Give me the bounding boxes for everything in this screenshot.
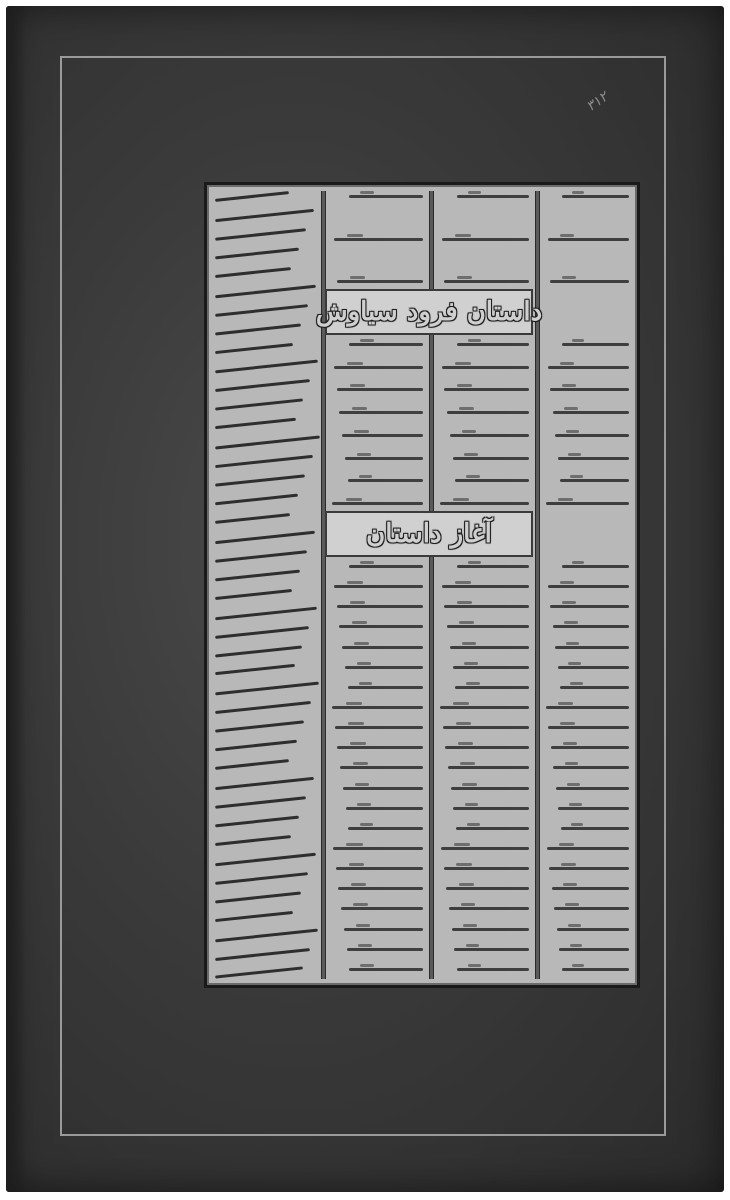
calligraphy-line <box>337 388 423 391</box>
top-column-2 <box>435 193 533 285</box>
calligraphy-line <box>552 887 629 890</box>
margin-calligraphy-line <box>215 759 289 770</box>
margin-calligraphy-line <box>215 682 319 696</box>
calligraphy-line <box>547 847 629 850</box>
margin-calligraphy-line <box>215 399 303 411</box>
calligraphy-line <box>346 807 423 810</box>
calligraphy-line <box>332 502 423 505</box>
margin-calligraphy-line <box>215 360 318 374</box>
margin-calligraphy-line <box>215 948 310 961</box>
calligraphy-line <box>559 948 629 951</box>
calligraphy-line <box>557 928 629 931</box>
calligraphy-line <box>337 280 423 283</box>
margin-calligraphy-line <box>215 701 311 714</box>
calligraphy-line <box>554 907 629 910</box>
calligraphy-line <box>548 366 629 369</box>
calligraphy-line <box>457 565 529 568</box>
calligraphy-line <box>549 867 629 870</box>
calligraphy-line <box>558 457 629 460</box>
margin-calligraphy-line <box>215 379 310 392</box>
margin-calligraphy-line <box>215 835 291 846</box>
margin-calligraphy-line <box>215 872 308 885</box>
calligraphy-line <box>560 479 629 482</box>
calligraphy-line <box>548 585 629 588</box>
margin-calligraphy-line <box>215 267 291 278</box>
calligraphy-line <box>454 948 529 951</box>
calligraphy-line <box>338 887 423 890</box>
margin-calligraphy-line <box>215 209 313 222</box>
calligraphy-line <box>560 686 629 689</box>
calligraphy-line <box>332 706 423 709</box>
calligraphy-line <box>457 968 529 971</box>
calligraphy-line <box>345 666 423 669</box>
margin-calligraphy-line <box>215 740 296 752</box>
calligraphy-line <box>345 457 423 460</box>
calligraphy-line <box>343 787 423 790</box>
calligraphy-line <box>336 867 423 870</box>
calligraphy-line <box>334 585 423 588</box>
text-panel-inner <box>207 185 637 985</box>
margin-calligraphy-line <box>215 531 314 544</box>
calligraphy-line <box>348 479 423 482</box>
calligraphy-line <box>342 434 423 437</box>
folio-number: ۳۱۲ <box>583 88 612 116</box>
calligraphy-line <box>453 666 530 669</box>
margin-calligraphy-line <box>215 777 313 790</box>
text-panel <box>204 182 640 988</box>
calligraphy-line <box>445 746 529 749</box>
calligraphy-line <box>562 343 629 346</box>
middle-column-2 <box>435 341 533 507</box>
calligraphy-line <box>446 887 529 890</box>
margin-calligraphy-line <box>215 796 306 809</box>
calligraphy-line <box>348 827 423 830</box>
calligraphy-line <box>339 625 423 628</box>
calligraphy-line <box>337 746 423 749</box>
calligraphy-line <box>553 766 629 769</box>
calligraphy-line <box>555 434 629 437</box>
calligraphy-line <box>550 605 629 608</box>
margin-calligraphy-line <box>215 928 318 942</box>
top-column-3 <box>541 193 633 285</box>
calligraphy-line <box>548 726 629 729</box>
calligraphy-line <box>333 847 423 850</box>
margin-calligraphy-line <box>215 569 300 581</box>
calligraphy-line <box>456 827 529 830</box>
margin-text-block <box>213 191 323 979</box>
calligraphy-line <box>443 726 529 729</box>
margin-calligraphy-line <box>215 436 320 450</box>
calligraphy-line <box>441 847 529 850</box>
calligraphy-line <box>553 411 629 414</box>
calligraphy-line <box>450 646 529 649</box>
calligraphy-line <box>341 907 423 910</box>
calligraphy-line <box>440 706 529 709</box>
margin-calligraphy-line <box>215 247 299 259</box>
calligraphy-line <box>550 280 629 283</box>
calligraphy-line <box>444 388 529 391</box>
calligraphy-line <box>455 686 529 689</box>
margin-calligraphy-line <box>215 664 294 675</box>
calligraphy-line <box>562 968 629 971</box>
calligraphy-line <box>546 502 629 505</box>
margin-calligraphy-line <box>215 967 303 979</box>
calligraphy-line <box>348 686 423 689</box>
margin-calligraphy-line <box>215 853 315 867</box>
calligraphy-line <box>450 434 529 437</box>
margin-calligraphy-line <box>215 418 295 429</box>
calligraphy-line <box>556 787 629 790</box>
margin-calligraphy-line <box>215 323 301 335</box>
calligraphy-line <box>561 827 629 830</box>
calligraphy-line <box>555 646 629 649</box>
calligraphy-line <box>457 343 529 346</box>
calligraphy-line <box>440 502 529 505</box>
calligraphy-line <box>339 411 423 414</box>
margin-calligraphy-line <box>215 606 317 620</box>
calligraphy-line <box>453 807 529 810</box>
calligraphy-line <box>347 948 423 951</box>
calligraphy-line <box>448 766 529 769</box>
middle-column-3 <box>541 341 633 507</box>
margin-calligraphy-line <box>215 191 289 202</box>
chapter-heading-top <box>315 289 543 335</box>
bottom-column-2 <box>435 563 533 973</box>
chapter-heading-middle-text: آغاز داستان <box>366 519 492 549</box>
margin-calligraphy-line <box>215 645 302 657</box>
chapter-heading-middle <box>325 511 533 557</box>
calligraphy-line <box>453 457 530 460</box>
calligraphy-line <box>447 625 529 628</box>
calligraphy-line <box>442 238 529 241</box>
calligraphy-line <box>349 565 423 568</box>
calligraphy-line <box>444 605 529 608</box>
calligraphy-line <box>344 928 423 931</box>
margin-calligraphy-line <box>215 721 304 733</box>
calligraphy-line <box>349 343 423 346</box>
bottom-column-1 <box>327 563 427 973</box>
calligraphy-line <box>558 666 629 669</box>
top-column-1 <box>327 193 427 285</box>
margin-calligraphy-line <box>215 911 293 922</box>
calligraphy-line <box>548 238 629 241</box>
calligraphy-line <box>447 411 529 414</box>
calligraphy-line <box>444 280 529 283</box>
margin-calligraphy-line <box>215 816 299 828</box>
calligraphy-line <box>562 195 629 198</box>
calligraphy-line <box>451 787 529 790</box>
calligraphy-line <box>449 907 529 910</box>
chapter-heading-top-text: داستان فرود سیاوش <box>315 297 543 327</box>
calligraphy-line <box>334 238 423 241</box>
margin-calligraphy-line <box>215 228 306 241</box>
calligraphy-line <box>442 366 529 369</box>
calligraphy-line <box>349 968 423 971</box>
bottom-column-3 <box>541 563 633 973</box>
margin-calligraphy-line <box>215 494 298 506</box>
calligraphy-line <box>562 565 629 568</box>
calligraphy-line <box>546 706 629 709</box>
margin-calligraphy-line <box>215 474 305 486</box>
margin-calligraphy-line <box>215 626 309 639</box>
leaf-edge-shadow <box>6 6 26 1192</box>
margin-calligraphy-line <box>215 284 315 298</box>
calligraphy-line <box>340 766 423 769</box>
calligraphy-line <box>551 746 629 749</box>
manuscript-leaf <box>6 6 724 1192</box>
calligraphy-line <box>442 585 529 588</box>
calligraphy-line <box>452 928 529 931</box>
margin-calligraphy-line <box>215 304 308 317</box>
calligraphy-line <box>349 195 423 198</box>
margin-calligraphy-line <box>215 550 307 563</box>
middle-column-1 <box>327 341 427 507</box>
calligraphy-line <box>334 366 423 369</box>
calligraphy-line <box>444 867 530 870</box>
calligraphy-line <box>342 646 423 649</box>
calligraphy-line <box>455 479 529 482</box>
calligraphy-line <box>553 625 629 628</box>
calligraphy-line <box>558 807 629 810</box>
calligraphy-line <box>550 388 629 391</box>
calligraphy-line <box>337 605 423 608</box>
margin-calligraphy-line <box>215 455 312 468</box>
calligraphy-line <box>335 726 423 729</box>
margin-calligraphy-line <box>215 589 292 600</box>
margin-calligraphy-line <box>215 891 301 903</box>
margin-calligraphy-line <box>215 342 293 353</box>
margin-calligraphy-line <box>215 513 290 524</box>
calligraphy-line <box>457 195 529 198</box>
